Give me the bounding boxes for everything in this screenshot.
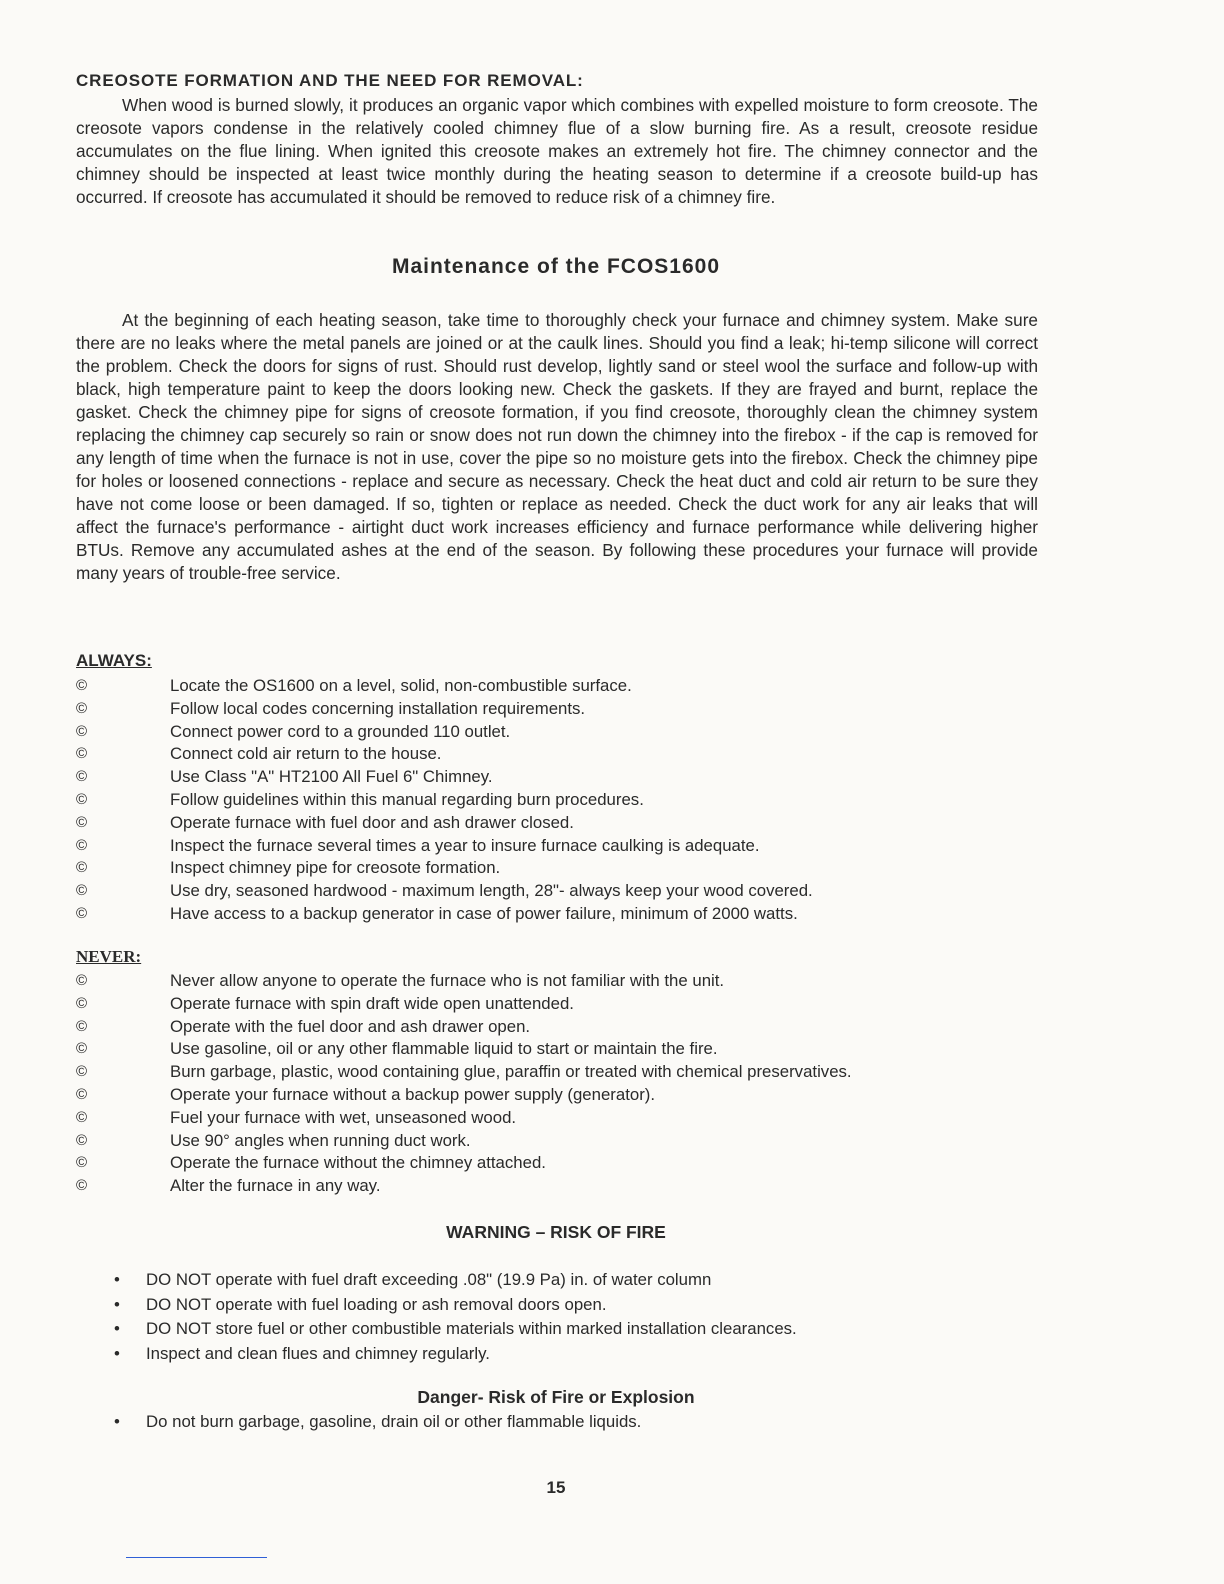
copyright-bullet-icon: © [76,1063,88,1081]
copyright-bullet-icon: © [76,882,88,900]
warning-heading: WARNING – RISK OF FIRE [446,1222,666,1242]
copyright-bullet-icon: © [76,790,88,808]
danger-heading: Danger- Risk of Fire or Explosion [417,1387,695,1407]
bullet-icon: • [114,1270,120,1289]
copyright-bullet-icon: © [76,699,88,717]
bullet-icon: • [114,1294,120,1314]
never-label: NEVER: [76,947,142,966]
copyright-bullet-icon: © [76,904,88,922]
always-item-text: Locate the OS1600 on a level, solid, non-combustible surface. [170,676,632,695]
never-item-text: Fuel your furnace with wet, unseasoned wood. [170,1107,517,1127]
never-item-text: Operate the furnace without the chimney attached. [170,1153,546,1173]
copyright-bullet-icon: © [76,768,88,786]
warning-item-text: DO NOT operate with fuel loading or ash removal doors open. [146,1294,607,1314]
always-item-text: Inspect chimney pipe for creosote formation. [170,858,501,878]
creosote-heading: CREOSOTE FORMATION AND THE NEED FOR REMOVAL: [76,71,584,90]
page-number: 15 [546,1478,566,1497]
copyright-bullet-icon: © [76,1085,88,1103]
never-item-text: Operate with the fuel door and ash drawer open. [170,1016,531,1036]
warning-item-text: Inspect and clean flues and chimney regularly. [146,1343,490,1363]
copyright-bullet-icon: © [76,745,88,763]
bullet-icon: • [114,1319,120,1338]
always-item-text: Follow local codes concerning installation requirements. [170,698,586,718]
copyright-bullet-icon: © [76,1108,88,1126]
always-item-text: Follow guidelines within this manual regarding burn procedures. [170,789,644,809]
warning-item-text: DO NOT store fuel or other combustible materials within marked installation clearances. [146,1319,797,1338]
always-label: ALWAYS: [76,651,152,670]
never-item-text: Operate your furnace without a backup power supply (generator). [170,1084,656,1104]
never-item-text: Alter the furnace in any way. [170,1176,381,1196]
always-item-text: Have access to a backup generator in case of power failure, minimum of 2000 watts. [170,903,798,923]
always-item-text: Use Class "A" HT2100 All Fuel 6" Chimney. [170,767,493,787]
copyright-bullet-icon: © [76,972,88,989]
warning-item-text: DO NOT operate with fuel draft exceeding .08" (19.9 Pa) in. of water column [146,1270,712,1289]
copyright-bullet-icon: © [76,813,88,831]
never-item-text: Never allow anyone to operate the furnace who is not familiar with the unit. [170,971,725,990]
footer-rule [126,1557,267,1558]
copyright-bullet-icon: © [76,722,88,740]
copyright-bullet-icon: © [76,859,88,877]
copyright-bullet-icon: © [76,994,88,1012]
copyright-bullet-icon: © [76,1040,88,1058]
never-item-text: Operate furnace with spin draft wide open unattended. [170,993,574,1013]
always-item-text: Operate furnace with fuel door and ash drawer closed. [170,812,574,832]
copyright-bullet-icon: © [76,677,88,694]
danger-item-text: Do not burn garbage, gasoline, drain oil or other flammable liquids. [146,1412,642,1431]
bullet-icon: • [114,1343,120,1363]
always-item-text: Inspect the furnace several times a year to insure furnace caulking is adequate. [170,835,760,855]
never-item-text: Use 90° angles when running duct work. [170,1130,471,1150]
always-item-text: Connect power cord to a grounded 110 outlet. [170,721,511,741]
copyright-bullet-icon: © [76,836,88,854]
always-item-text: Connect cold air return to the house. [170,744,442,764]
never-item-text: Burn garbage, plastic, wood containing glue, paraffin or treated with chemical preservatives. [170,1062,852,1082]
copyright-bullet-icon: © [76,1131,88,1149]
copyright-bullet-icon: © [76,1017,88,1035]
always-item-text: Use dry, seasoned hardwood - maximum length, 28"- always keep your wood covered. [170,881,813,901]
maintenance-paragraph: At the beginning of each heating season, take time to thoroughly check your furnace and chimney system. Make sure there are no leaks where the metal panels are joined or at the caulk lines. Should you find a leak; hi-temp silicone will correct the problem. Check the doors for signs of rust. Should rust develop, lightly sand or steel wool the surface and follow-up with black, high temperature paint to keep the doors looking new. Check the gaskets. If they are frayed and burnt, replace the gasket. Check the chimney pipe for signs of creosote formation, if you find creosote, thoroughly clean the chimney system replacing the chimney cap securely so rain or snow does not run down the chimney into the firebox - if the cap is removed for any length of time when the furnace is not in use, cover the pipe so no moisture gets into the firebox. Check the chimney pipe for holes or loosened connections - replace and secure as necessary. Check the heat duct and cold air return to be sure they have not come loose or been damaged. If so, tighten or replace as needed. Check the duct work for any air leaks that will affect the furnace's performance - airtight duct work increases efficiency and furnace performance while delivering higher BTUs. Remove any accumulated ashes at the end of the season. By following these procedures your furnace will provide many years of trouble-free service. [76,310,1038,583]
maintenance-heading: Maintenance of the FCOS1600 [391,255,721,278]
creosote-paragraph: When wood is burned slowly, it produces an organic vapor which combines with expelled moisture to form creosote. The creosote vapors condense in the relatively cooled chimney flue of a slow burning fire. As a result, creosote residue accumulates on the flue lining. When ignited this creosote makes an extremely hot fire. The chimney connector and the chimney should be inspected at least twice monthly during the heating season to determine if a creosote build-up has occurred. If creosote has accumulated it should be removed to reduce risk of a chimney fire. [76,95,1038,207]
never-item-text: Use gasoline, oil or any other flammable liquid to start or maintain the fire. [170,1039,718,1059]
copyright-bullet-icon: © [76,1154,88,1172]
bullet-icon: • [114,1412,120,1431]
copyright-bullet-icon: © [76,1177,88,1195]
